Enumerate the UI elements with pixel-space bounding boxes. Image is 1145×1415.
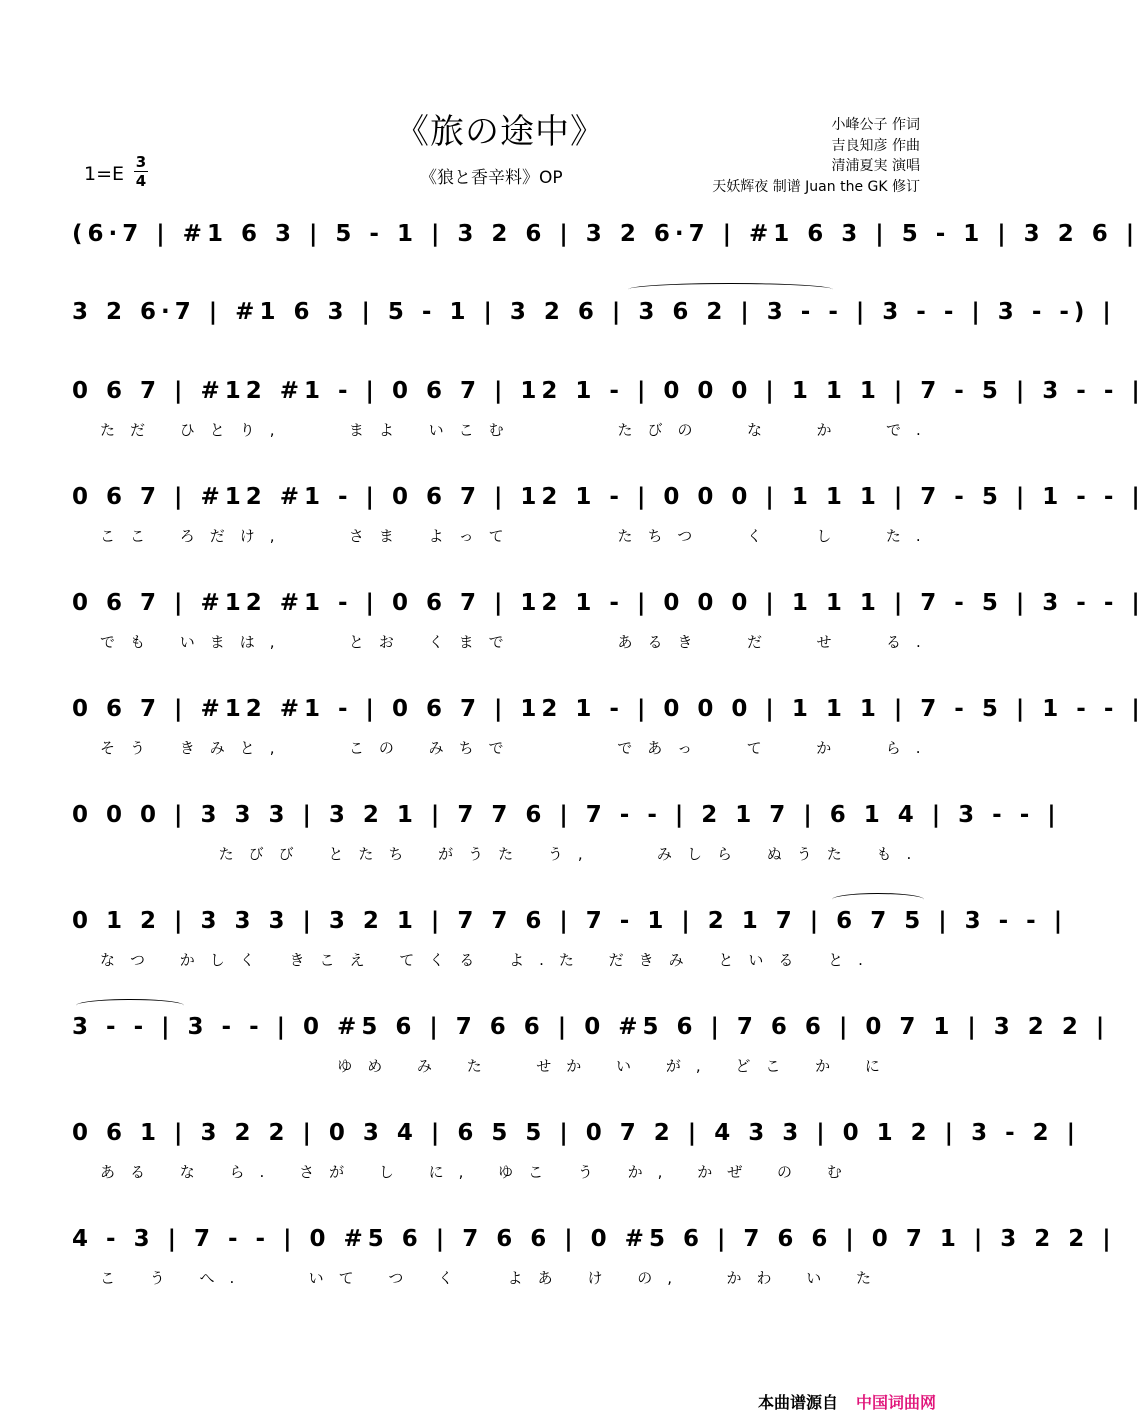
notation-line: 0 6 7 | #12 #1 - | 0 6 7 | 12 1 - | 0 0 0 | 1 1 1 | 7 - 5 | 1 - - | — [72, 484, 1145, 510]
lyrics-line: なつ かしく きこえ てくる よ.た だきみ といる と. — [100, 951, 878, 969]
notation-line: 0 6 7 | #12 #1 - | 0 6 7 | 12 1 - | 0 0 0 | 1 1 1 | 7 - 5 | 3 - - | — [72, 590, 1145, 616]
score-row — [72, 212, 1140, 272]
lyrics-line: ゆめ み た せか い が, どこ か に — [100, 1057, 895, 1075]
source-label: 本曲谱源自 — [757, 1393, 838, 1412]
song-subtitle: 《狼と香辛料》OP — [420, 168, 563, 188]
score-row — [72, 793, 1061, 863]
key-signature: 1=E — [84, 163, 125, 185]
notation-line: 3 2 6·7 | #1 6 3 | 5 - 1 | 3 2 6 | 3 6 2 | 3 - - | 3 - - | 3 - -) | — [72, 299, 1116, 325]
credit-lyricist: 小峰公子 作词 — [831, 117, 920, 133]
lyrics-line: こ う へ. いて つ く よあ け の, かわ い た — [100, 1269, 887, 1287]
score-row — [72, 290, 1116, 350]
tie-arc — [832, 893, 924, 906]
score-row — [72, 1217, 1116, 1287]
lyrics-line: ただ ひとり, まよ いこむ たびの な か で. — [100, 421, 936, 439]
lyrics-line: ここ ろだけ, さま よって たちつ く し た. — [100, 527, 936, 545]
notation-line: 0 1 2 | 3 3 3 | 3 2 1 | 7 7 6 | 7 - 1 | 2 1 7 | 6 7 5 | 3 - - | — [72, 908, 1068, 934]
time-signature-top: 3 — [135, 153, 147, 171]
score-row — [72, 581, 1145, 651]
score-row — [72, 369, 1145, 439]
notation-line: (6·7 | #1 6 3 | 5 - 1 | 3 2 6 | 3 2 6·7 | #1 6 3 | 5 - 1 | 3 2 6 | — [72, 221, 1140, 247]
notation-line: 0 6 1 | 3 2 2 | 0 3 4 | 6 5 5 | 0 7 2 | 4 3 3 | 0 1 2 | 3 - 2 | — [72, 1120, 1081, 1146]
score-row — [72, 1111, 1081, 1181]
song-title: 《旅の途中》 — [395, 112, 605, 152]
tie-arc — [76, 999, 184, 1012]
notation-line: 0 0 0 | 3 3 3 | 3 2 1 | 7 7 6 | 7 - - | 2 1 7 | 6 1 4 | 3 - - | — [72, 802, 1061, 828]
score-row — [72, 475, 1145, 545]
score-row — [72, 687, 1145, 757]
notation-line: 0 6 7 | #12 #1 - | 0 6 7 | 12 1 - | 0 0 0 | 1 1 1 | 7 - 5 | 3 - - | — [72, 378, 1145, 404]
credits — [712, 115, 920, 197]
tie-arc — [628, 283, 833, 296]
lyrics-line: ある な ら. さが し に, ゆこ う か, かぜ の む — [100, 1163, 857, 1181]
score-row — [72, 1005, 1110, 1075]
source-footer — [758, 1390, 936, 1413]
lyrics-line — [72, 340, 928, 370]
lyrics-line: たびび とたち がうた う, みしら ぬうた も. — [100, 845, 927, 863]
lyrics-line: そう きみと, この みちで であっ て か ら. — [100, 739, 936, 757]
notation-line: 3 - - | 3 - - | 0 #5 6 | 7 6 6 | 0 #5 6 | 7 6 6 | 0 7 1 | 3 2 2 | — [72, 1014, 1110, 1040]
notation-line: 0 6 7 | #12 #1 - | 0 6 7 | 12 1 - | 0 0 0 | 1 1 1 | 7 - 5 | 1 - - | — [72, 696, 1145, 722]
credit-transcriber: 天妖辉夜 制谱 Juan the GK 修订 — [712, 178, 920, 195]
time-signature — [133, 153, 149, 190]
score-row — [72, 899, 1068, 969]
time-signature-bottom: 4 — [135, 172, 147, 190]
source-link[interactable]: 中国词曲网 — [855, 1393, 936, 1412]
notation-line: 4 - 3 | 7 - - | 0 #5 6 | 7 6 6 | 0 #5 6 | 7 6 6 | 0 7 1 | 3 2 2 | — [72, 1226, 1116, 1252]
credit-singer: 清浦夏実 演唱 — [831, 158, 920, 174]
credit-composer: 吉良知彦 作曲 — [831, 137, 920, 154]
lyrics-line: でも いまは, とお くまで あるき だ せ る. — [100, 633, 936, 651]
